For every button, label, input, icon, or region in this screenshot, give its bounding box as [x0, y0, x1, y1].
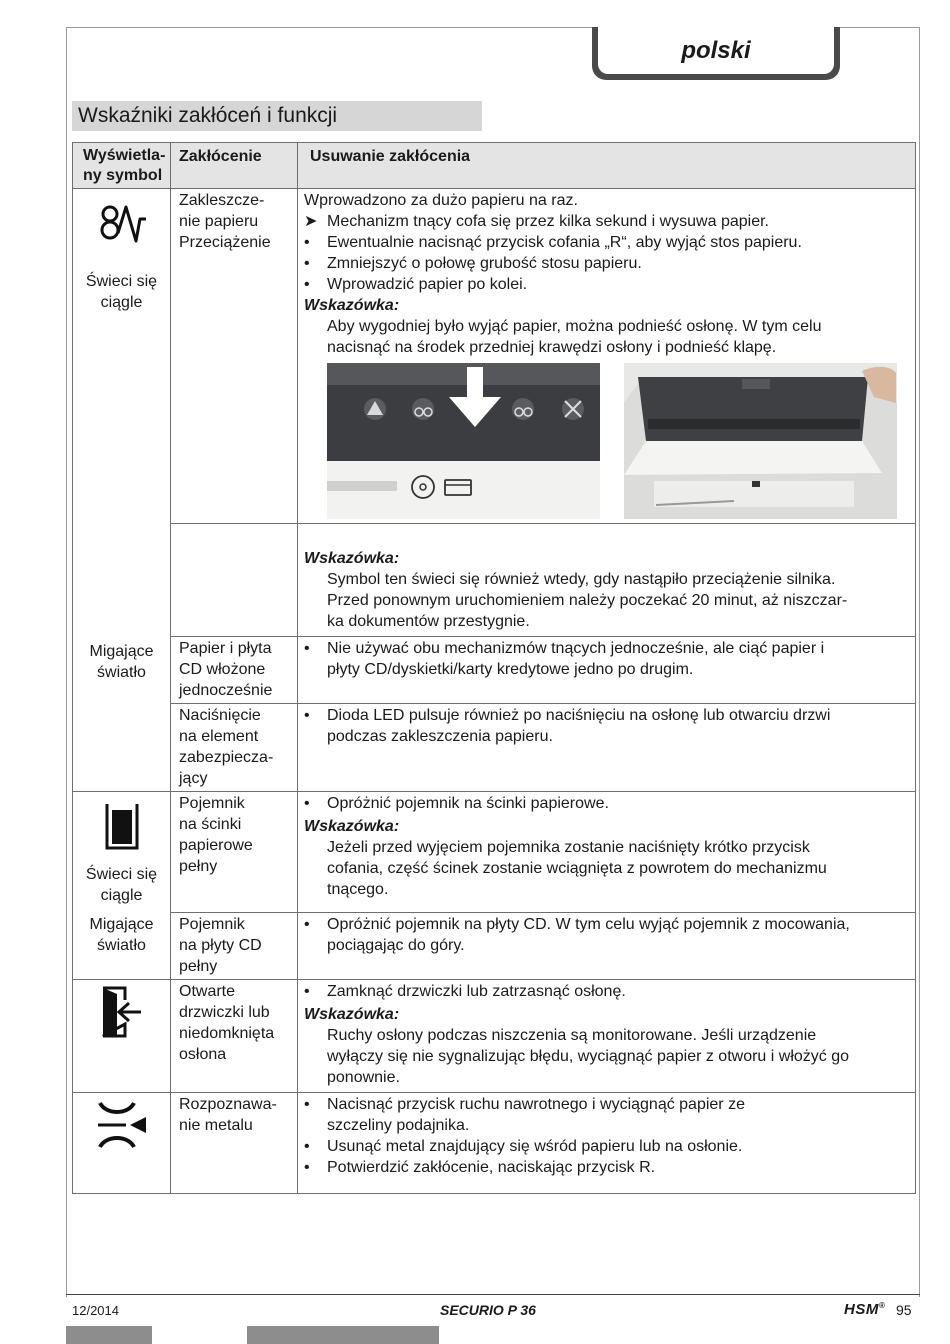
- symbol-state: Świeci się: [85, 866, 158, 883]
- fault-cell: Pojemnik na płyty CD pełny: [171, 912, 298, 979]
- metal-detection-icon: [94, 1099, 150, 1151]
- col-fault-header: Zakłócenie: [171, 143, 298, 189]
- fault-cell: Naciśnięcie na element zabezpiecza- jący: [171, 704, 298, 792]
- control-panel-photo: [327, 363, 600, 519]
- bin-full-icon: [102, 800, 142, 852]
- symbol-state: Migające: [89, 642, 154, 660]
- page-footer: [66, 1294, 920, 1325]
- footer-bar: [247, 1326, 439, 1344]
- table-row: [73, 792, 916, 913]
- symbol-cell: [73, 524, 171, 637]
- remedy-cell: • Dioda LED pulsuje również po naciśnięciu na osłonę lub otwarciu drzwi podczas zakleszczenia papieru.: [298, 704, 916, 792]
- symbol-cell: Migające światło: [73, 637, 171, 704]
- photo-row: [327, 363, 907, 519]
- symbol-cell: [73, 979, 171, 1092]
- table-row: [73, 189, 916, 524]
- symbol-cell: Świeci się ciągle: [73, 792, 171, 913]
- door-open-icon: [99, 986, 145, 1038]
- remedy-cell: • Opróżnić pojemnik na płyty CD. W tym celu wyjąć pojemnik z mocowania, pociągając do góry.: [298, 912, 916, 979]
- remedy-cell: • Nacisnąć przycisk ruchu nawrotnego i wyciągnąć papier ze szczeliny podajnika. • Usunąć metal znajdujący się wśród papieru lub na osłonie. • Potwierdzić zakłócenie, naciskając przycisk R.: [298, 1092, 916, 1193]
- remedy-cell: • Nie używać obu mechanizmów tnących jednocześnie, ale ciąć papier i płyty CD/dyskietki/karty kredytowe jedno po drugim.: [298, 637, 916, 704]
- footer-model: SECURIO P 36: [440, 1302, 536, 1318]
- fault-cell: Papier i płyta CD włożone jednocześnie: [171, 637, 298, 704]
- fault-cell: Rozpoznawa- nie metalu: [171, 1092, 298, 1193]
- symbol-cell: Migające światło: [73, 912, 171, 979]
- symbol-cell: [73, 1092, 171, 1193]
- remedy-cell: • Zamknąć drzwiczki lub zatrzasnąć osłonę. Wskazówka: Ruchy osłony podczas niszczenia są monitorowane. Jeśli urządzenie wyłączy się nie sygnalizując błędu, wyciągnąć papier z otworu i włożyć go ponownie.: [298, 979, 916, 1092]
- paper-jam-icon: [96, 199, 148, 247]
- table-row: [73, 1092, 916, 1193]
- symbol-cell: [73, 704, 171, 792]
- symbol-state: Świeci się: [85, 273, 158, 290]
- language-label: polski: [598, 27, 834, 74]
- col-symbol-header: Wyświetla- ny symbol: [73, 143, 171, 189]
- symbol-cell: Świeci się ciągle: [73, 189, 171, 524]
- section-title: Wskaźniki zakłóceń i funkcji: [72, 101, 482, 131]
- page-number: 95: [896, 1302, 912, 1318]
- footer-date: 12/2014: [72, 1303, 119, 1318]
- arrow-bullet-icon: ➤: [304, 213, 318, 230]
- hint-label: Wskazówka:: [304, 297, 400, 314]
- fault-cell: Otwarte drzwiczki lub niedomknięta osłona: [171, 979, 298, 1092]
- table-header-row: [73, 143, 916, 189]
- symbol-state: Migające: [89, 916, 154, 933]
- fault-cell: Pojemnik na ścinki papierowe pełny: [171, 792, 298, 913]
- fault-cell: Zakleszcze- nie papieru Przeciążenie: [171, 189, 298, 524]
- remedy-cell: Wskazówka: Symbol ten świeci się również wtedy, gdy nastąpiło przeciążenie silnika. Przed ponownym uruchomieniem należy poczekać 20 minut, aż niszczar- ka dokumentów przestygnie.: [298, 524, 916, 637]
- lifted-cover-photo: [624, 363, 897, 519]
- col-remedy-header: Usuwanie zakłócenia: [298, 143, 916, 189]
- table-row: [73, 524, 916, 637]
- brand-logo: HSM®: [844, 1301, 886, 1318]
- footer-bar: [66, 1326, 152, 1344]
- table-row: [73, 637, 916, 704]
- language-tab: [592, 27, 840, 80]
- fault-table: [72, 142, 916, 1194]
- table-row: [73, 979, 916, 1092]
- table-row: [73, 912, 916, 979]
- remedy-cell: Wprowadzono za dużo papieru na raz. ➤ Mechanizm tnący cofa się przez kilka sekund i wysuwa papier. • Ewentualnie nacisnąć przycisk cofania „R“, aby wyjąć stos papieru. • Zmniejszyć o połowę grubość stosu papieru. • Wprowadzić papier po kolei. Wskazówka: Aby wygodniej było wyjąć papier, można podnieść osłonę. W tym celu nacisnąć na środek przedniej krawędzi osłony i podnieść klapę.: [298, 189, 916, 524]
- table-row: [73, 704, 916, 792]
- remedy-cell: • Opróżnić pojemnik na ścinki papierowe. Wskazówka: Jeżeli przed wyjęciem pojemnika zostanie naciśnięty krótko przycisk cofania, część ścinek zostanie wciągnięta z powrotem do mechanizmu tnącego.: [298, 792, 916, 913]
